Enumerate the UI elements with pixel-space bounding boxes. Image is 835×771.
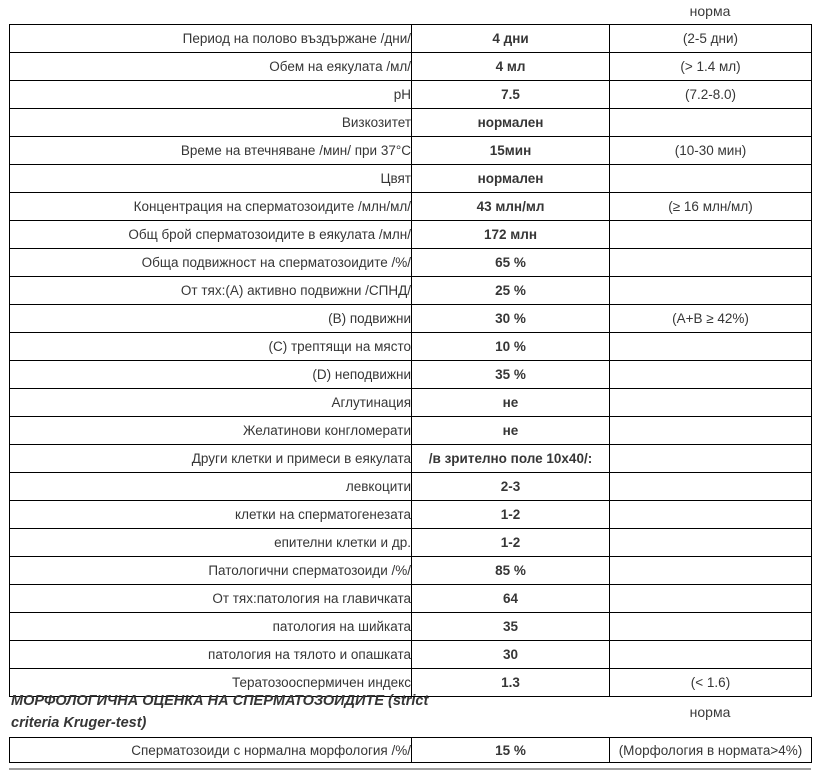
norm-range-cell <box>610 333 812 361</box>
parameter-label-cell: Концентрация на сперматозоидите /млн/мл/ <box>10 193 412 221</box>
parameter-label-cell: Обща подвижност на сперматозоидите /%/ <box>10 249 412 277</box>
result-value-cell: /в зрително поле 10х40/: <box>412 445 610 473</box>
result-value-cell: 4 мл <box>412 53 610 81</box>
table-row <box>10 137 812 165</box>
norm-range-cell: (2-5 дни) <box>610 25 812 53</box>
table-row <box>10 81 812 109</box>
result-value-cell: 172 млн <box>412 221 610 249</box>
table-row <box>10 529 812 557</box>
norm-range-cell: (А+В ≥ 42%) <box>610 305 812 333</box>
table-row <box>10 641 812 669</box>
table-row <box>10 333 812 361</box>
norm-range-cell <box>610 445 812 473</box>
parameter-label-cell: Желатинови конгломерати <box>10 417 412 445</box>
norm-range-cell <box>610 361 812 389</box>
norm-column-header-morphology: норма <box>689 704 731 720</box>
norm-range-cell: (Морфология в нормата>4%) <box>610 738 812 763</box>
parameter-label-cell: Общ брой сперматозоидите в еякулата /млн/ <box>10 221 412 249</box>
norm-range-cell <box>610 585 812 613</box>
result-value-cell: 2-3 <box>412 473 610 501</box>
norm-range-cell: (10-30 мин) <box>610 137 812 165</box>
table-row <box>10 613 812 641</box>
table-row <box>10 109 812 137</box>
result-value-cell: 1-2 <box>412 529 610 557</box>
morphology-table-body <box>10 738 812 763</box>
norm-range-cell: (> 1.4 мл) <box>610 53 812 81</box>
result-value-cell: не <box>412 389 610 417</box>
norm-column-header: норма <box>689 3 731 19</box>
parameter-label-cell: Тератозооспермичен индекс <box>10 669 412 697</box>
parameter-label-cell: патология на шийката <box>10 613 412 641</box>
result-value-cell: 65 % <box>412 249 610 277</box>
result-value-cell: 43 млн/мл <box>412 193 610 221</box>
norm-range-cell <box>610 473 812 501</box>
parameter-label-cell: (С) трептящи на място <box>10 333 412 361</box>
parameter-label-cell: левкоцити <box>10 473 412 501</box>
table-row <box>10 249 812 277</box>
parameter-label-cell: Други клетки и примеси в еякулата <box>10 445 412 473</box>
result-value-cell: 15мин <box>412 137 610 165</box>
table-row <box>10 25 812 53</box>
table-row <box>10 417 812 445</box>
semen-analysis-table-body <box>10 25 812 697</box>
result-value-cell: 64 <box>412 585 610 613</box>
parameter-label-cell: епителни клетки и др. <box>10 529 412 557</box>
norm-range-cell <box>610 417 812 445</box>
norm-range-cell: (< 1.6) <box>610 669 812 697</box>
result-value-cell: нормален <box>412 109 610 137</box>
parameter-label-cell: Време на втечняване /мин/ при 37°C <box>10 137 412 165</box>
parameter-label-cell: pH <box>10 81 412 109</box>
morphology-table <box>9 737 812 763</box>
result-value-cell: 85 % <box>412 557 610 585</box>
table-row <box>10 277 812 305</box>
table-row <box>10 738 812 763</box>
parameter-label-cell: (В) подвижни <box>10 305 412 333</box>
result-value-cell: 15 % <box>412 738 610 763</box>
result-value-cell: 7.5 <box>412 81 610 109</box>
result-value-cell: не <box>412 417 610 445</box>
table-row <box>10 361 812 389</box>
table-row <box>10 221 812 249</box>
result-value-cell: 1.3 <box>412 669 610 697</box>
table-row <box>10 165 812 193</box>
result-value-cell: 30 <box>412 641 610 669</box>
norm-range-cell <box>610 165 812 193</box>
result-value-cell: 4 дни <box>412 25 610 53</box>
table-row <box>10 585 812 613</box>
result-value-cell: 10 % <box>412 333 610 361</box>
parameter-label-cell: Обем на еякулата /мл/ <box>10 53 412 81</box>
parameter-label-cell: клетки на сперматогенезата <box>10 501 412 529</box>
parameter-label-cell: (D) неподвижни <box>10 361 412 389</box>
result-value-cell: 1-2 <box>412 501 610 529</box>
parameter-label-cell: От тях:(А) активно подвижни /СПНД/ <box>10 277 412 305</box>
table-row <box>10 389 812 417</box>
norm-range-cell <box>610 109 812 137</box>
norm-range-cell <box>610 641 812 669</box>
norm-range-cell <box>610 389 812 417</box>
parameter-label-cell: патология на тялото и опашката <box>10 641 412 669</box>
result-value-cell: нормален <box>412 165 610 193</box>
parameter-label-cell: Визкозитет <box>10 109 412 137</box>
table-row <box>10 473 812 501</box>
norm-range-cell <box>610 501 812 529</box>
norm-range-cell <box>610 221 812 249</box>
norm-range-cell: (7.2-8.0) <box>610 81 812 109</box>
result-value-cell: 35 <box>412 613 610 641</box>
parameter-label-cell: Патологични сперматозоиди /%/ <box>10 557 412 585</box>
norm-range-cell <box>610 529 812 557</box>
norm-range-cell <box>610 249 812 277</box>
table-row <box>10 445 812 473</box>
table-row <box>10 557 812 585</box>
result-value-cell: 30 % <box>412 305 610 333</box>
table-row <box>10 305 812 333</box>
norm-range-cell <box>610 613 812 641</box>
parameter-label-cell: Цвят <box>10 165 412 193</box>
parameter-label-cell: Сперматозоиди с нормална морфология /%/ <box>10 738 412 763</box>
table-row <box>10 501 812 529</box>
norm-range-cell <box>610 557 812 585</box>
table-row <box>10 193 812 221</box>
norm-range-cell <box>610 277 812 305</box>
parameter-label-cell: Аглутинация <box>10 389 412 417</box>
table-row <box>10 53 812 81</box>
morphology-section-heading: МОРФОЛОГИЧНА ОЦЕНКА НА СПЕРМАТОЗОИДИТЕ (strict criteria Kruger-test) <box>11 693 429 731</box>
result-value-cell: 25 % <box>412 277 610 305</box>
parameter-label-cell: От тях:патология на главичката <box>10 585 412 613</box>
norm-range-cell: (≥ 16 млн/мл) <box>610 193 812 221</box>
semen-analysis-table <box>9 24 812 697</box>
cutoff-row-line <box>9 768 811 770</box>
parameter-label-cell: Период на полово въздържане /дни/ <box>10 25 412 53</box>
result-value-cell: 35 % <box>412 361 610 389</box>
